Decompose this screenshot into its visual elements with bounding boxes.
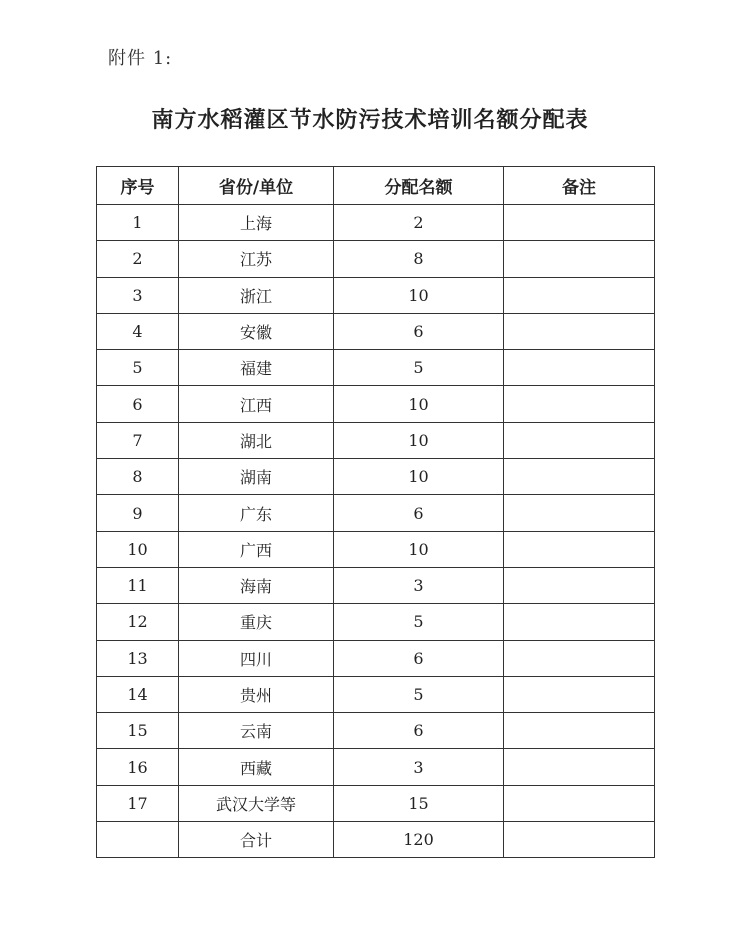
cell-no: 8	[97, 459, 179, 495]
cell-quota: 6	[334, 495, 504, 531]
cell-quota: 5	[334, 676, 504, 712]
cell-unit: 重庆	[179, 604, 334, 640]
cell-remark	[504, 713, 655, 749]
total-row	[97, 822, 655, 858]
cell-unit: 湖北	[179, 422, 334, 458]
cell-remark	[504, 205, 655, 241]
cell-unit: 浙江	[179, 277, 334, 313]
cell-no: 1	[97, 205, 179, 241]
cell-quota: 2	[334, 205, 504, 241]
cell-no: 5	[97, 350, 179, 386]
table-row	[97, 713, 655, 749]
table-row	[97, 676, 655, 712]
cell-no: 9	[97, 495, 179, 531]
cell-no: 4	[97, 313, 179, 349]
cell-no: 14	[97, 676, 179, 712]
cell-quota: 10	[334, 422, 504, 458]
header-no: 序号	[97, 167, 179, 205]
table-row	[97, 422, 655, 458]
cell-no: 11	[97, 567, 179, 603]
table-header-row	[97, 167, 655, 205]
table-row	[97, 205, 655, 241]
cell-unit: 上海	[179, 205, 334, 241]
cell-remark	[504, 277, 655, 313]
table-row	[97, 785, 655, 821]
table-row	[97, 277, 655, 313]
table-row	[97, 313, 655, 349]
cell-no: 3	[97, 277, 179, 313]
cell-remark	[504, 422, 655, 458]
cell-quota: 10	[334, 386, 504, 422]
cell-unit: 四川	[179, 640, 334, 676]
cell-remark	[504, 567, 655, 603]
cell-quota: 6	[334, 713, 504, 749]
cell-no: 7	[97, 422, 179, 458]
table-row	[97, 640, 655, 676]
cell-remark	[504, 241, 655, 277]
cell-no: 15	[97, 713, 179, 749]
cell-quota: 3	[334, 749, 504, 785]
cell-quota: 3	[334, 567, 504, 603]
table-row	[97, 531, 655, 567]
cell-remark	[504, 749, 655, 785]
header-unit: 省份/单位	[179, 167, 334, 205]
cell-unit: 贵州	[179, 676, 334, 712]
cell-no: 13	[97, 640, 179, 676]
cell-unit: 云南	[179, 713, 334, 749]
table-row	[97, 567, 655, 603]
table-row	[97, 241, 655, 277]
cell-unit: 广东	[179, 495, 334, 531]
cell-remark	[504, 785, 655, 821]
cell-quota: 10	[334, 531, 504, 567]
header-remark: 备注	[504, 167, 655, 205]
cell-no: 16	[97, 749, 179, 785]
cell-unit: 广西	[179, 531, 334, 567]
cell-unit: 海南	[179, 567, 334, 603]
cell-remark	[504, 313, 655, 349]
document-title: 南方水稻灌区节水防污技术培训名额分配表	[151, 108, 589, 133]
total-quota: 120	[334, 822, 504, 858]
cell-quota: 10	[334, 277, 504, 313]
cell-quota: 10	[334, 459, 504, 495]
cell-unit: 安徽	[179, 313, 334, 349]
cell-unit: 武汉大学等	[179, 785, 334, 821]
table-row	[97, 749, 655, 785]
cell-remark	[504, 386, 655, 422]
total-no	[97, 822, 179, 858]
cell-no: 6	[97, 386, 179, 422]
cell-remark	[504, 495, 655, 531]
table-row	[97, 604, 655, 640]
cell-quota: 6	[334, 640, 504, 676]
cell-remark	[504, 640, 655, 676]
cell-no: 10	[97, 531, 179, 567]
cell-remark	[504, 459, 655, 495]
cell-remark	[504, 350, 655, 386]
cell-no: 17	[97, 785, 179, 821]
cell-unit: 福建	[179, 350, 334, 386]
table-row	[97, 459, 655, 495]
attachment-label: 附件 1:	[108, 48, 173, 69]
cell-quota: 15	[334, 785, 504, 821]
quota-allocation-table	[96, 166, 655, 858]
table-row	[97, 386, 655, 422]
table-row	[97, 495, 655, 531]
cell-remark	[504, 604, 655, 640]
total-remark	[504, 822, 655, 858]
cell-remark	[504, 676, 655, 712]
cell-remark	[504, 531, 655, 567]
cell-unit: 江西	[179, 386, 334, 422]
cell-no: 2	[97, 241, 179, 277]
cell-quota: 8	[334, 241, 504, 277]
cell-no: 12	[97, 604, 179, 640]
cell-unit: 西藏	[179, 749, 334, 785]
cell-quota: 6	[334, 313, 504, 349]
cell-unit: 江苏	[179, 241, 334, 277]
header-quota: 分配名额	[334, 167, 504, 205]
total-label: 合计	[179, 822, 334, 858]
cell-quota: 5	[334, 350, 504, 386]
cell-quota: 5	[334, 604, 504, 640]
cell-unit: 湖南	[179, 459, 334, 495]
table-row	[97, 350, 655, 386]
